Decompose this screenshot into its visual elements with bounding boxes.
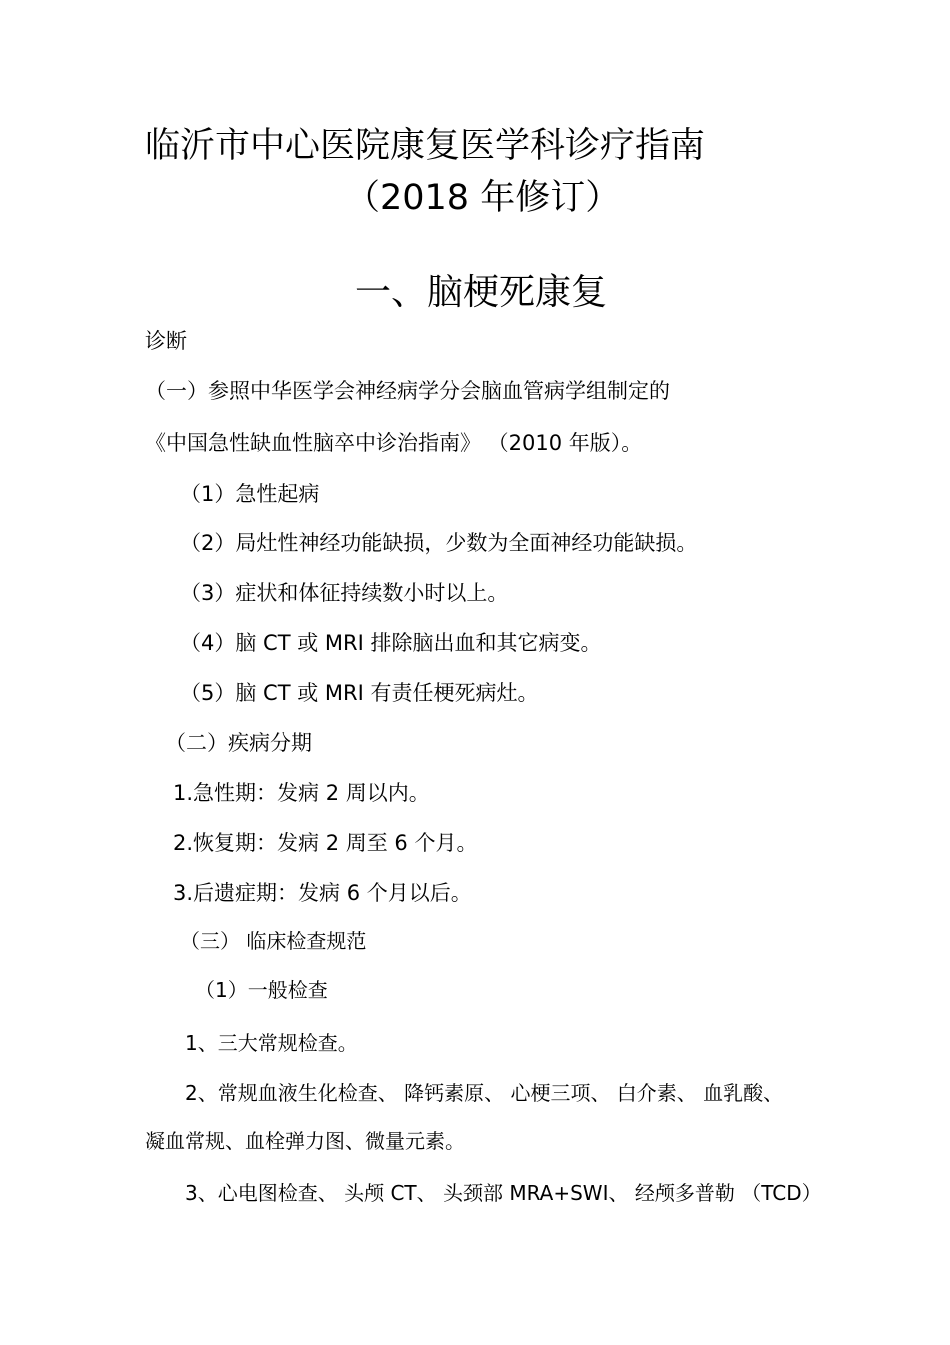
- list-item: 3、心电图检查、 头颅 CT、 头颈部 MRA+SWI、 经颅多普勒 （TCD）: [185, 1181, 822, 1205]
- list-item: （5）脑 CT 或 MRI 有责任梗死病灶。: [180, 681, 539, 705]
- paragraph-line: 凝血常规、血栓弹力图、微量元素。: [145, 1129, 465, 1153]
- subheading-diagnosis: 诊断: [145, 329, 187, 353]
- list-item: （3）症状和体征持续数小时以上。: [180, 581, 509, 605]
- list-item: （1）急性起病: [180, 482, 320, 506]
- list-item: （2）局灶性神经功能缺损，少数为全面神经功能缺损。: [180, 531, 698, 555]
- document-title-revision: （2018 年修订）: [345, 178, 621, 218]
- list-item: 1.急性期：发病 2 周以内。: [173, 781, 430, 805]
- paragraph-line: 《中国急性缺血性脑卒中诊治指南》 （2010 年版）。: [145, 431, 643, 455]
- list-item: 3.后遗症期：发病 6 个月以后。: [173, 881, 472, 905]
- list-item: 2.恢复期：发病 2 周至 6 个月。: [173, 831, 478, 855]
- list-item: 2、常规血液生化检查、 降钙素原、 心梗三项、 白介素、 血乳酸、: [185, 1081, 784, 1105]
- list-item: 1、三大常规检查。: [185, 1031, 358, 1055]
- document-title: 临沂市中心医院康复医学科诊疗指南: [145, 126, 706, 166]
- subheading-general-exam: （1）一般检查: [195, 978, 328, 1002]
- section-heading: 一、脑梗死康复: [355, 272, 608, 313]
- paragraph-line: （一）参照中华医学会神经病学分会脑血管病学组制定的: [145, 379, 670, 403]
- subheading-staging: （二）疾病分期: [165, 731, 312, 755]
- list-item: （4）脑 CT 或 MRI 排除脑出血和其它病变。: [180, 631, 602, 655]
- subheading-clinical-exam: （三） 临床检查规范: [180, 929, 367, 953]
